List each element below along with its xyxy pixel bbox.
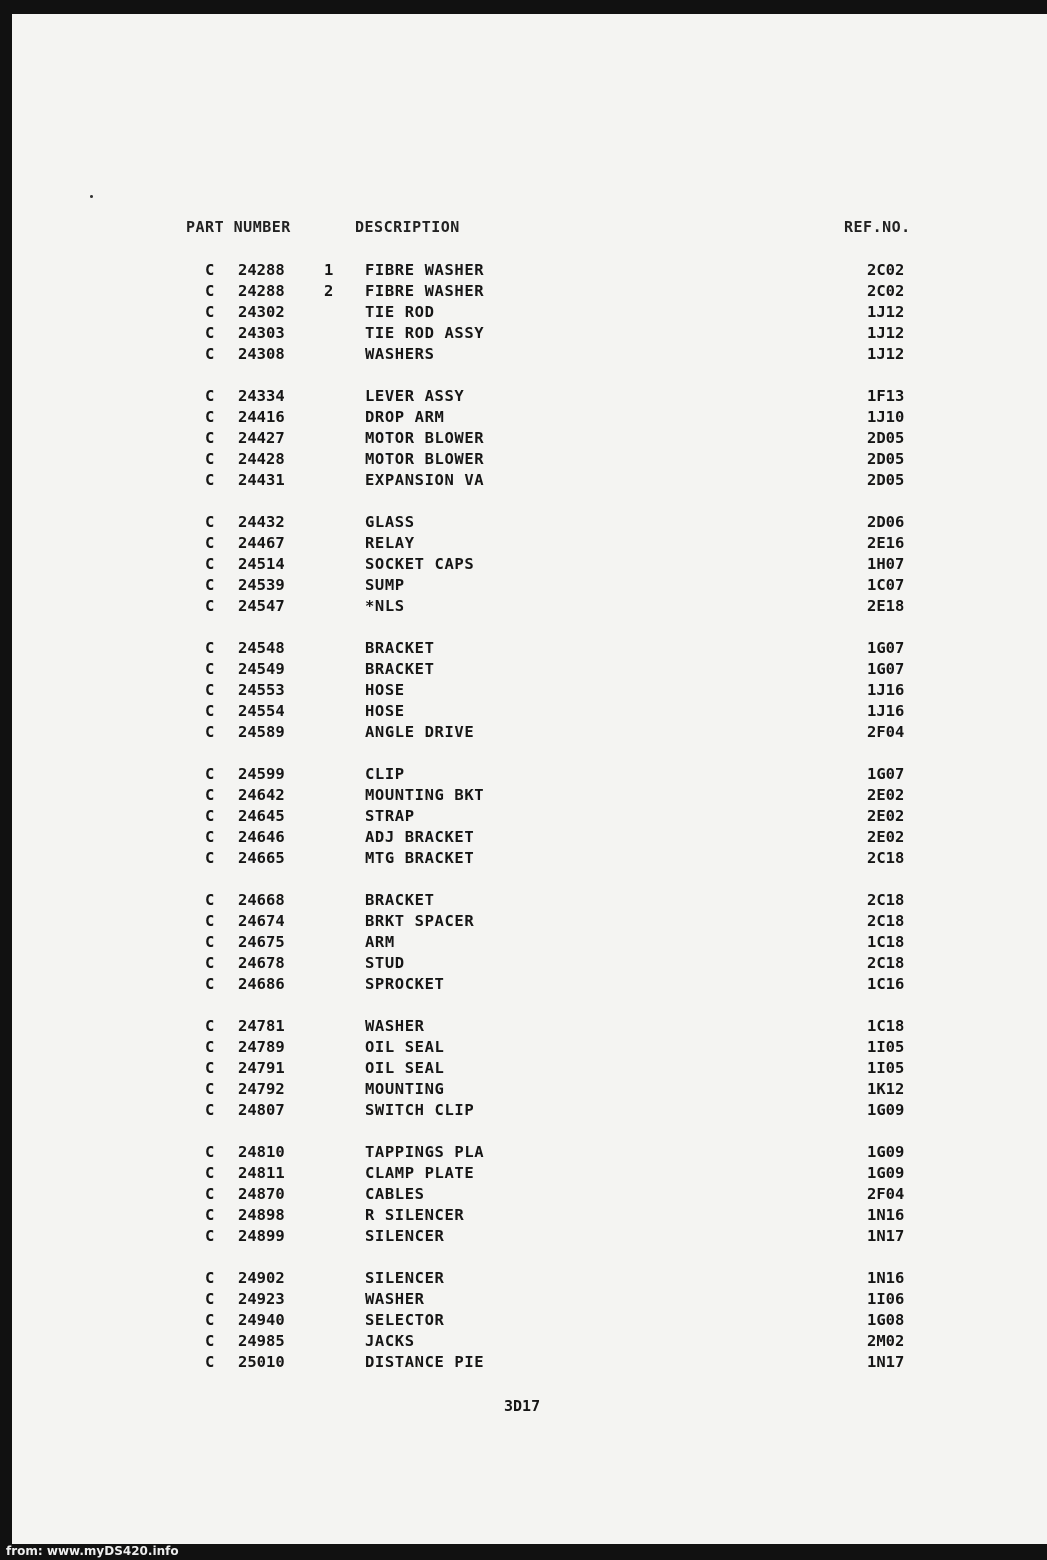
table-row: [12, 953, 1047, 974]
part-number: 24599: [238, 765, 285, 783]
part-ref-no: 2F04: [867, 1185, 905, 1203]
part-prefix: C: [205, 303, 215, 321]
part-description: MOTOR BLOWER: [365, 429, 485, 447]
table-row: [12, 1163, 1047, 1184]
part-description: JACKS: [365, 1332, 415, 1350]
part-prefix: C: [205, 1185, 215, 1203]
part-description: FIBRE WASHER: [365, 261, 485, 279]
part-number: 24675: [238, 933, 285, 951]
table-row: [12, 722, 1047, 743]
table-row: [12, 407, 1047, 428]
table-row: [12, 344, 1047, 365]
part-number: 24792: [238, 1080, 285, 1098]
part-prefix: C: [205, 534, 215, 552]
part-description: SILENCER: [365, 1227, 445, 1245]
part-prefix: C: [205, 828, 215, 846]
part-number: 24646: [238, 828, 285, 846]
part-ref-no: 1I05: [867, 1059, 905, 1077]
scan-speck: [90, 195, 93, 198]
part-description: MOTOR BLOWER: [365, 450, 485, 468]
part-ref-no: 1N17: [867, 1353, 905, 1371]
part-ref-no: 1J10: [867, 408, 905, 426]
table-row: [12, 1268, 1047, 1289]
part-description: HOSE: [365, 702, 405, 720]
part-number: 24549: [238, 660, 285, 678]
part-ref-no: 2C18: [867, 912, 905, 930]
part-prefix: C: [205, 702, 215, 720]
part-prefix: C: [205, 597, 215, 615]
table-row: [12, 281, 1047, 302]
part-ref-no: 1K12: [867, 1080, 905, 1098]
parts-group: [12, 1142, 1047, 1247]
part-description: R SILENCER: [365, 1206, 465, 1224]
part-number: 24431: [238, 471, 285, 489]
part-ref-no: 1G09: [867, 1164, 905, 1182]
part-number: 24416: [238, 408, 285, 426]
part-description: TIE ROD: [365, 303, 435, 321]
part-ref-no: 1J16: [867, 702, 905, 720]
part-prefix: C: [205, 639, 215, 657]
part-ref-no: 1I06: [867, 1290, 905, 1308]
part-ref-no: 1C18: [867, 1017, 905, 1035]
part-prefix: C: [205, 555, 215, 573]
part-ref-no: 2D05: [867, 471, 905, 489]
part-prefix: C: [205, 576, 215, 594]
table-row: [12, 932, 1047, 953]
part-ref-no: 1G09: [867, 1101, 905, 1119]
part-ref-no: 2M02: [867, 1332, 905, 1350]
part-prefix: C: [205, 1353, 215, 1371]
part-description: CLIP: [365, 765, 405, 783]
part-prefix: C: [205, 1101, 215, 1119]
part-description: CABLES: [365, 1185, 425, 1203]
part-description: WASHER: [365, 1290, 425, 1308]
part-prefix: C: [205, 1290, 215, 1308]
part-ref-no: 2C02: [867, 282, 905, 300]
parts-group: [12, 890, 1047, 995]
part-prefix: C: [205, 1143, 215, 1161]
part-description: MOUNTING: [365, 1080, 445, 1098]
part-description: CLAMP PLATE: [365, 1164, 475, 1182]
table-row: [12, 1079, 1047, 1100]
document-page: [12, 14, 1047, 1544]
part-prefix: C: [205, 807, 215, 825]
part-ref-no: 1F13: [867, 387, 905, 405]
part-prefix: C: [205, 891, 215, 909]
part-number: 24589: [238, 723, 285, 741]
parts-group: [12, 1268, 1047, 1373]
part-ref-no: 1J12: [867, 345, 905, 363]
part-prefix: C: [205, 282, 215, 300]
part-ref-no: 1G09: [867, 1143, 905, 1161]
part-ref-no: 1G07: [867, 660, 905, 678]
part-number: 24548: [238, 639, 285, 657]
part-number: 24645: [238, 807, 285, 825]
part-number: 24686: [238, 975, 285, 993]
page-number: 3D17: [504, 1397, 541, 1415]
part-description: STUD: [365, 954, 405, 972]
table-row: [12, 596, 1047, 617]
part-number: 24539: [238, 576, 285, 594]
part-number: 24678: [238, 954, 285, 972]
table-row: [12, 1058, 1047, 1079]
part-description: SUMP: [365, 576, 405, 594]
part-prefix: C: [205, 1080, 215, 1098]
parts-group: [12, 1016, 1047, 1121]
part-ref-no: 1G08: [867, 1311, 905, 1329]
table-row: [12, 848, 1047, 869]
table-row: [12, 1016, 1047, 1037]
part-prefix: C: [205, 387, 215, 405]
part-prefix: C: [205, 765, 215, 783]
part-ref-no: 2E18: [867, 597, 905, 615]
part-ref-no: 2D05: [867, 450, 905, 468]
part-ref-no: 2F04: [867, 723, 905, 741]
table-row: [12, 302, 1047, 323]
table-row: [12, 701, 1047, 722]
table-row: [12, 533, 1047, 554]
table-row: [12, 806, 1047, 827]
part-ref-no: 1N16: [867, 1269, 905, 1287]
part-ref-no: 1G07: [867, 765, 905, 783]
table-row: [12, 428, 1047, 449]
part-description: DISTANCE PIE: [365, 1353, 485, 1371]
part-ref-no: 2C02: [867, 261, 905, 279]
parts-group: [12, 260, 1047, 365]
part-number: 24899: [238, 1227, 285, 1245]
table-row: [12, 260, 1047, 281]
table-row: [12, 1142, 1047, 1163]
part-prefix: C: [205, 1059, 215, 1077]
part-prefix: C: [205, 450, 215, 468]
part-description: WASHERS: [365, 345, 435, 363]
part-description: SILENCER: [365, 1269, 445, 1287]
table-row: [12, 785, 1047, 806]
part-description: SPROCKET: [365, 975, 445, 993]
part-description: SWITCH CLIP: [365, 1101, 475, 1119]
table-row: [12, 1226, 1047, 1247]
part-prefix: C: [205, 786, 215, 804]
header-part-number: PART NUMBER: [186, 218, 291, 236]
part-description: FIBRE WASHER: [365, 282, 485, 300]
table-row: [12, 386, 1047, 407]
part-number: 24642: [238, 786, 285, 804]
table-row: [12, 1205, 1047, 1226]
part-number: 24308: [238, 345, 285, 363]
table-row: [12, 1352, 1047, 1373]
part-ref-no: 1J12: [867, 324, 905, 342]
part-number: 24665: [238, 849, 285, 867]
part-number: 24902: [238, 1269, 285, 1287]
part-ref-no: 2C18: [867, 891, 905, 909]
part-prefix: C: [205, 1269, 215, 1287]
part-description: BRACKET: [365, 660, 435, 678]
part-number: 24811: [238, 1164, 285, 1182]
table-row: [12, 911, 1047, 932]
table-row: [12, 575, 1047, 596]
table-row: [12, 1184, 1047, 1205]
part-description: GLASS: [365, 513, 415, 531]
table-row: [12, 512, 1047, 533]
part-prefix: C: [205, 912, 215, 930]
part-number: 24807: [238, 1101, 285, 1119]
table-row: [12, 323, 1047, 344]
part-number: 24302: [238, 303, 285, 321]
part-number: 24870: [238, 1185, 285, 1203]
part-number: 24303: [238, 324, 285, 342]
part-number: 25010: [238, 1353, 285, 1371]
part-description: DROP ARM: [365, 408, 445, 426]
part-prefix: C: [205, 1038, 215, 1056]
table-row: [12, 764, 1047, 785]
part-description: SOCKET CAPS: [365, 555, 475, 573]
part-number: 24553: [238, 681, 285, 699]
part-prefix: C: [205, 261, 215, 279]
part-number: 24554: [238, 702, 285, 720]
header-description: DESCRIPTION: [355, 218, 460, 236]
part-ref-no: 1C07: [867, 576, 905, 594]
part-number: 24432: [238, 513, 285, 531]
part-ref-no: 1C18: [867, 933, 905, 951]
part-prefix: C: [205, 324, 215, 342]
part-description: STRAP: [365, 807, 415, 825]
parts-list: [12, 260, 1047, 1394]
part-prefix: C: [205, 471, 215, 489]
part-description: MTG BRACKET: [365, 849, 475, 867]
part-ref-no: 1N17: [867, 1227, 905, 1245]
table-row: [12, 827, 1047, 848]
part-description: RELAY: [365, 534, 415, 552]
part-ref-no: 2C18: [867, 849, 905, 867]
part-prefix: C: [205, 723, 215, 741]
part-description: WASHER: [365, 1017, 425, 1035]
part-number: 24674: [238, 912, 285, 930]
parts-group: [12, 512, 1047, 617]
table-row: [12, 554, 1047, 575]
part-ref-no: 2D05: [867, 429, 905, 447]
part-prefix: C: [205, 1311, 215, 1329]
part-ref-no: 1G07: [867, 639, 905, 657]
part-prefix: C: [205, 345, 215, 363]
part-prefix: C: [205, 1332, 215, 1350]
table-row: [12, 680, 1047, 701]
part-description: MOUNTING BKT: [365, 786, 485, 804]
part-description: TAPPINGS PLA: [365, 1143, 485, 1161]
parts-group: [12, 638, 1047, 743]
part-number: 24791: [238, 1059, 285, 1077]
part-number: 24923: [238, 1290, 285, 1308]
table-row: [12, 638, 1047, 659]
part-ref-no: 1H07: [867, 555, 905, 573]
table-row: [12, 1037, 1047, 1058]
part-description: LEVER ASSY: [365, 387, 465, 405]
part-number: 24514: [238, 555, 285, 573]
part-prefix: C: [205, 1164, 215, 1182]
part-number: 24467: [238, 534, 285, 552]
header-ref-no: REF.NO.: [844, 218, 911, 236]
part-description: ARM: [365, 933, 395, 951]
part-description: EXPANSION VA: [365, 471, 485, 489]
part-prefix: C: [205, 660, 215, 678]
table-row: [12, 974, 1047, 995]
part-prefix: C: [205, 975, 215, 993]
part-number: 24898: [238, 1206, 285, 1224]
table-row: [12, 470, 1047, 491]
part-suffix: 2: [324, 282, 334, 300]
part-description: OIL SEAL: [365, 1059, 445, 1077]
part-ref-no: 2E02: [867, 828, 905, 846]
part-description: BRKT SPACER: [365, 912, 475, 930]
part-prefix: C: [205, 1227, 215, 1245]
part-description: BRACKET: [365, 891, 435, 909]
part-description: ADJ BRACKET: [365, 828, 475, 846]
part-number: 24985: [238, 1332, 285, 1350]
part-number: 24940: [238, 1311, 285, 1329]
part-description: ANGLE DRIVE: [365, 723, 475, 741]
part-number: 24789: [238, 1038, 285, 1056]
part-prefix: C: [205, 849, 215, 867]
parts-group: [12, 386, 1047, 491]
part-number: 24427: [238, 429, 285, 447]
table-row: [12, 1100, 1047, 1121]
part-description: HOSE: [365, 681, 405, 699]
part-prefix: C: [205, 513, 215, 531]
part-number: 24810: [238, 1143, 285, 1161]
table-row: [12, 1310, 1047, 1331]
part-ref-no: 2E16: [867, 534, 905, 552]
part-ref-no: 1I05: [867, 1038, 905, 1056]
part-number: 24288: [238, 261, 285, 279]
part-ref-no: 1C16: [867, 975, 905, 993]
part-number: 24547: [238, 597, 285, 615]
part-ref-no: 1N16: [867, 1206, 905, 1224]
part-number: 24288: [238, 282, 285, 300]
part-prefix: C: [205, 408, 215, 426]
part-number: 24428: [238, 450, 285, 468]
part-description: *NLS: [365, 597, 405, 615]
table-row: [12, 449, 1047, 470]
part-prefix: C: [205, 1017, 215, 1035]
part-number: 24668: [238, 891, 285, 909]
part-number: 24781: [238, 1017, 285, 1035]
part-ref-no: 2E02: [867, 807, 905, 825]
part-description: TIE ROD ASSY: [365, 324, 485, 342]
part-prefix: C: [205, 429, 215, 447]
source-footer: from: www.myDS420.info: [6, 1544, 179, 1558]
part-ref-no: 1J12: [867, 303, 905, 321]
table-row: [12, 1331, 1047, 1352]
part-number: 24334: [238, 387, 285, 405]
part-ref-no: 2E02: [867, 786, 905, 804]
part-ref-no: 2D06: [867, 513, 905, 531]
table-row: [12, 1289, 1047, 1310]
part-prefix: C: [205, 933, 215, 951]
part-ref-no: 1J16: [867, 681, 905, 699]
part-prefix: C: [205, 681, 215, 699]
part-description: OIL SEAL: [365, 1038, 445, 1056]
table-row: [12, 659, 1047, 680]
part-description: SELECTOR: [365, 1311, 445, 1329]
parts-group: [12, 764, 1047, 869]
part-prefix: C: [205, 954, 215, 972]
table-row: [12, 890, 1047, 911]
part-ref-no: 2C18: [867, 954, 905, 972]
part-prefix: C: [205, 1206, 215, 1224]
part-description: BRACKET: [365, 639, 435, 657]
part-suffix: 1: [324, 261, 334, 279]
